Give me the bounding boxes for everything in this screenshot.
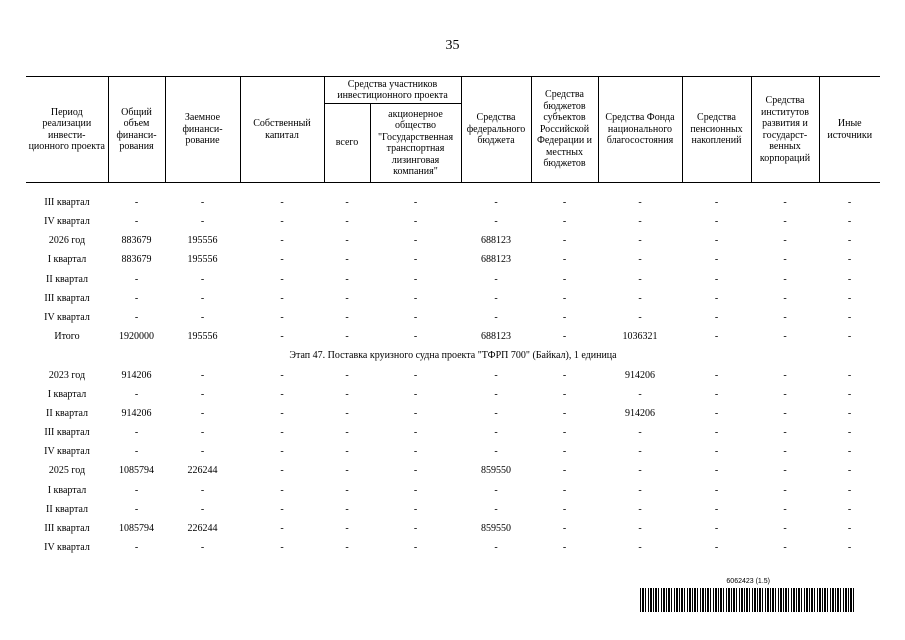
value-cell: 195556	[187, 254, 218, 266]
value-cell: -	[494, 427, 498, 439]
value-cell: -	[280, 216, 284, 228]
value-cell: -	[280, 446, 284, 458]
value-cell: -	[494, 446, 498, 458]
value-cell: -	[783, 407, 787, 419]
header-other: Иные источники	[819, 77, 880, 183]
value-cell: -	[562, 292, 567, 304]
value-cell: -	[494, 216, 498, 228]
header-borrowed: Заемное финанси- рование	[165, 77, 240, 183]
value-cell: -	[345, 331, 349, 343]
table-row	[26, 404, 880, 423]
value-cell: -	[413, 254, 418, 266]
value-cell: -	[783, 292, 787, 304]
table-row	[26, 308, 880, 327]
value-cell: -	[280, 196, 284, 208]
value-cell: -	[200, 388, 205, 400]
value-cell: -	[494, 273, 498, 285]
value-cell: 1085794	[119, 523, 154, 535]
value-cell: -	[280, 484, 284, 496]
value-cell: 1920000	[119, 331, 154, 343]
value-cell: -	[847, 503, 852, 515]
value-cell: -	[847, 388, 852, 400]
header-regional: Средства бюджетов субъектов Российской Федерации и местных бюджетов	[531, 77, 598, 183]
value-cell: -	[638, 542, 642, 554]
value-cell: -	[200, 292, 205, 304]
value-cell: -	[783, 273, 787, 285]
value-cell: -	[638, 196, 642, 208]
value-cell: -	[134, 446, 139, 458]
header-participants-total: всего	[324, 104, 370, 183]
value-cell: -	[345, 311, 349, 323]
value-cell: 688123	[481, 235, 511, 247]
value-cell: -	[847, 465, 852, 477]
value-cell: -	[200, 542, 205, 554]
value-cell: -	[847, 273, 852, 285]
value-cell: -	[847, 292, 852, 304]
value-cell: -	[494, 292, 498, 304]
value-cell: -	[638, 427, 642, 439]
value-cell: -	[847, 216, 852, 228]
value-cell: -	[638, 388, 642, 400]
value-cell: -	[413, 196, 418, 208]
value-cell: -	[200, 216, 205, 228]
value-cell: -	[847, 427, 852, 439]
value-cell: 914206	[625, 407, 655, 419]
value-cell: -	[562, 446, 567, 458]
value-cell: -	[638, 235, 642, 247]
barcode	[640, 578, 856, 612]
value-cell: -	[714, 369, 719, 381]
value-cell: -	[847, 542, 852, 554]
value-cell: -	[413, 388, 418, 400]
value-cell: -	[562, 542, 567, 554]
period-cell: IV квартал	[44, 542, 90, 554]
value-cell: -	[280, 542, 284, 554]
value-cell: -	[280, 273, 284, 285]
value-cell: -	[494, 369, 498, 381]
value-cell: -	[562, 196, 567, 208]
value-cell: -	[562, 465, 567, 477]
stage-row	[26, 347, 880, 366]
value-cell: -	[413, 465, 418, 477]
value-cell: 859550	[481, 523, 511, 535]
value-cell: -	[345, 292, 349, 304]
value-cell: -	[783, 254, 787, 266]
value-cell: -	[280, 369, 284, 381]
value-cell: -	[413, 427, 418, 439]
period-cell: 2023 год	[48, 369, 86, 381]
value-cell: -	[714, 427, 719, 439]
value-cell: -	[280, 388, 284, 400]
value-cell: -	[345, 369, 349, 381]
value-cell: -	[345, 523, 349, 535]
barcode-label: 6062423 (1.5)	[726, 578, 770, 585]
value-cell: -	[714, 196, 719, 208]
page-number: 35	[445, 38, 460, 53]
value-cell: -	[134, 542, 139, 554]
value-cell: -	[783, 388, 787, 400]
value-cell: -	[714, 273, 719, 285]
value-cell: -	[345, 407, 349, 419]
value-cell: -	[134, 216, 139, 228]
value-cell: -	[714, 407, 719, 419]
header-institutes: Средства институтов развития и государст- венных корпораций	[751, 77, 819, 183]
value-cell: -	[714, 388, 719, 400]
value-cell: -	[345, 465, 349, 477]
value-cell: -	[638, 484, 642, 496]
value-cell: -	[714, 235, 719, 247]
value-cell: 1036321	[622, 331, 658, 343]
header-pension: Средства пенсионных накоплений	[682, 77, 751, 183]
table-row	[26, 193, 880, 212]
value-cell: -	[714, 503, 719, 515]
value-cell: -	[783, 369, 787, 381]
table-row	[26, 481, 880, 500]
value-cell: -	[280, 292, 284, 304]
value-cell: -	[847, 331, 852, 343]
value-cell: -	[562, 388, 567, 400]
value-cell: -	[413, 311, 418, 323]
value-cell: -	[714, 484, 719, 496]
period-cell: III квартал	[44, 292, 90, 304]
value-cell: -	[345, 388, 349, 400]
value-cell: -	[413, 216, 418, 228]
value-cell: -	[714, 465, 719, 477]
value-cell: -	[345, 196, 349, 208]
table-row	[26, 500, 880, 519]
table-row	[26, 289, 880, 308]
value-cell: -	[280, 427, 284, 439]
header-nwf: Средства Фонда национального благосостояния	[598, 77, 682, 183]
value-cell: 226244	[187, 465, 218, 477]
value-cell: -	[562, 216, 567, 228]
table-row	[26, 366, 880, 385]
value-cell: -	[494, 503, 498, 515]
value-cell: -	[200, 503, 205, 515]
period-cell: III квартал	[44, 523, 90, 535]
value-cell: 688123	[481, 331, 511, 343]
value-cell: -	[494, 388, 498, 400]
value-cell: -	[562, 369, 567, 381]
value-cell: -	[638, 292, 642, 304]
period-cell: 2026 год	[48, 235, 86, 247]
period-cell: II квартал	[46, 503, 88, 515]
value-cell: -	[200, 311, 205, 323]
value-cell: -	[134, 273, 139, 285]
value-cell: -	[562, 427, 567, 439]
value-cell: -	[562, 235, 567, 247]
value-cell: -	[413, 484, 418, 496]
table-row	[26, 212, 880, 231]
value-cell: -	[847, 407, 852, 419]
value-cell: -	[494, 196, 498, 208]
value-cell: -	[783, 311, 787, 323]
value-cell: 859550	[481, 465, 511, 477]
value-cell: -	[280, 503, 284, 515]
value-cell: -	[200, 484, 205, 496]
value-cell: -	[783, 503, 787, 515]
value-cell: 914206	[625, 369, 655, 381]
period-cell: I квартал	[47, 388, 87, 400]
period-cell: I квартал	[47, 254, 87, 266]
period-cell: II квартал	[46, 407, 88, 419]
value-cell: -	[200, 196, 205, 208]
table-row	[26, 270, 880, 289]
value-cell: -	[847, 369, 852, 381]
value-cell: -	[494, 407, 498, 419]
value-cell: -	[562, 484, 567, 496]
value-cell: -	[714, 216, 719, 228]
value-cell: -	[714, 446, 719, 458]
value-cell: -	[200, 273, 205, 285]
value-cell: -	[494, 542, 498, 554]
value-cell: -	[638, 523, 642, 535]
period-cell: Итого	[54, 331, 80, 343]
value-cell: -	[413, 523, 418, 535]
value-cell: -	[847, 196, 852, 208]
value-cell: -	[200, 407, 205, 419]
value-cell: -	[783, 446, 787, 458]
value-cell: -	[714, 331, 719, 343]
table-row	[26, 251, 880, 270]
period-cell: III квартал	[44, 196, 90, 208]
value-cell: -	[562, 407, 567, 419]
value-cell: -	[345, 503, 349, 515]
value-cell: -	[280, 523, 284, 535]
value-cell: -	[638, 503, 642, 515]
value-cell: 1085794	[119, 465, 154, 477]
value-cell: -	[714, 523, 719, 535]
table-row	[26, 327, 880, 346]
value-cell: -	[714, 254, 719, 266]
value-cell: -	[134, 388, 139, 400]
value-cell: -	[134, 311, 139, 323]
value-cell: -	[345, 427, 349, 439]
value-cell: -	[345, 254, 349, 266]
value-cell: -	[638, 311, 642, 323]
barcode-bars	[640, 588, 856, 612]
value-cell: 914206	[121, 407, 152, 419]
value-cell: -	[783, 465, 787, 477]
period-cell: IV квартал	[44, 216, 90, 228]
value-cell: -	[345, 216, 349, 228]
value-cell: -	[280, 311, 284, 323]
header-participants: Средства участников инвестиционного проекта	[324, 77, 461, 104]
value-cell: 195556	[187, 331, 218, 343]
value-cell: -	[280, 254, 284, 266]
value-cell: -	[280, 407, 284, 419]
value-cell: -	[783, 523, 787, 535]
value-cell: -	[413, 292, 418, 304]
value-cell: -	[783, 331, 787, 343]
table-row	[26, 519, 880, 538]
period-cell: III квартал	[44, 427, 90, 439]
period-cell: 2025 год	[48, 465, 86, 477]
value-cell: -	[562, 273, 567, 285]
value-cell: -	[345, 235, 349, 247]
value-cell: -	[847, 484, 852, 496]
value-cell: -	[783, 427, 787, 439]
value-cell: -	[638, 254, 642, 266]
value-cell: -	[280, 331, 284, 343]
value-cell: -	[847, 311, 852, 323]
value-cell: -	[280, 465, 284, 477]
value-cell: -	[494, 484, 498, 496]
value-cell: -	[345, 484, 349, 496]
period-cell: II квартал	[46, 273, 88, 285]
value-cell: -	[638, 216, 642, 228]
value-cell: -	[714, 292, 719, 304]
value-cell: -	[714, 542, 719, 554]
value-cell: -	[134, 292, 139, 304]
value-cell: -	[413, 273, 418, 285]
value-cell: -	[413, 331, 418, 343]
value-cell: -	[200, 446, 205, 458]
header-federal: Средства федерального бюджета	[461, 77, 531, 183]
value-cell: 914206	[121, 369, 152, 381]
header-period: Период реализации инвести- ционного проекта	[26, 77, 108, 183]
value-cell: 688123	[481, 254, 511, 266]
value-cell: -	[847, 523, 852, 535]
value-cell: -	[562, 503, 567, 515]
value-cell: -	[783, 484, 787, 496]
value-cell: -	[413, 407, 418, 419]
header-total: Общий объем финанси- рования	[108, 77, 165, 183]
table-row	[26, 385, 880, 404]
value-cell: -	[847, 254, 852, 266]
value-cell: -	[345, 273, 349, 285]
value-cell: -	[134, 196, 139, 208]
value-cell: -	[638, 446, 642, 458]
value-cell: -	[783, 542, 787, 554]
value-cell: -	[134, 503, 139, 515]
value-cell: 195556	[187, 235, 218, 247]
table-row	[26, 231, 880, 250]
value-cell: -	[134, 484, 139, 496]
value-cell: -	[494, 311, 498, 323]
value-cell: -	[847, 446, 852, 458]
table-row	[26, 442, 880, 461]
header-participants-gtlk: акционерное общество "Государственная транспортная лизинговая компания"	[370, 104, 461, 183]
value-cell: -	[638, 465, 642, 477]
financing-table	[26, 76, 880, 558]
value-cell: -	[638, 273, 642, 285]
value-cell: -	[200, 369, 205, 381]
value-cell: -	[345, 446, 349, 458]
value-cell: -	[783, 196, 787, 208]
value-cell: -	[562, 311, 567, 323]
period-cell: IV квартал	[44, 311, 90, 323]
period-cell: I квартал	[47, 484, 87, 496]
value-cell: -	[413, 542, 418, 554]
value-cell: -	[413, 235, 418, 247]
stage-title: Этап 47. Поставка круизного судна проекта "ТФРП 700" (Байкал), 1 единица	[289, 350, 617, 362]
value-cell: -	[783, 235, 787, 247]
period-cell: IV квартал	[44, 446, 90, 458]
value-cell: -	[847, 235, 852, 247]
value-cell: -	[714, 311, 719, 323]
value-cell: -	[280, 235, 284, 247]
value-cell: 883679	[121, 254, 152, 266]
value-cell: -	[134, 427, 139, 439]
table-row	[26, 423, 880, 442]
value-cell: -	[562, 254, 567, 266]
header-equity: Собственный капитал	[240, 77, 324, 183]
value-cell: -	[200, 427, 205, 439]
value-cell: -	[345, 542, 349, 554]
value-cell: 226244	[187, 523, 218, 535]
value-cell: -	[562, 523, 567, 535]
value-cell: -	[413, 503, 418, 515]
table-row	[26, 462, 880, 481]
value-cell: -	[562, 331, 567, 343]
value-cell: -	[413, 446, 418, 458]
value-cell: 883679	[121, 235, 152, 247]
value-cell: -	[413, 369, 418, 381]
value-cell: -	[783, 216, 787, 228]
table-row	[26, 538, 880, 557]
